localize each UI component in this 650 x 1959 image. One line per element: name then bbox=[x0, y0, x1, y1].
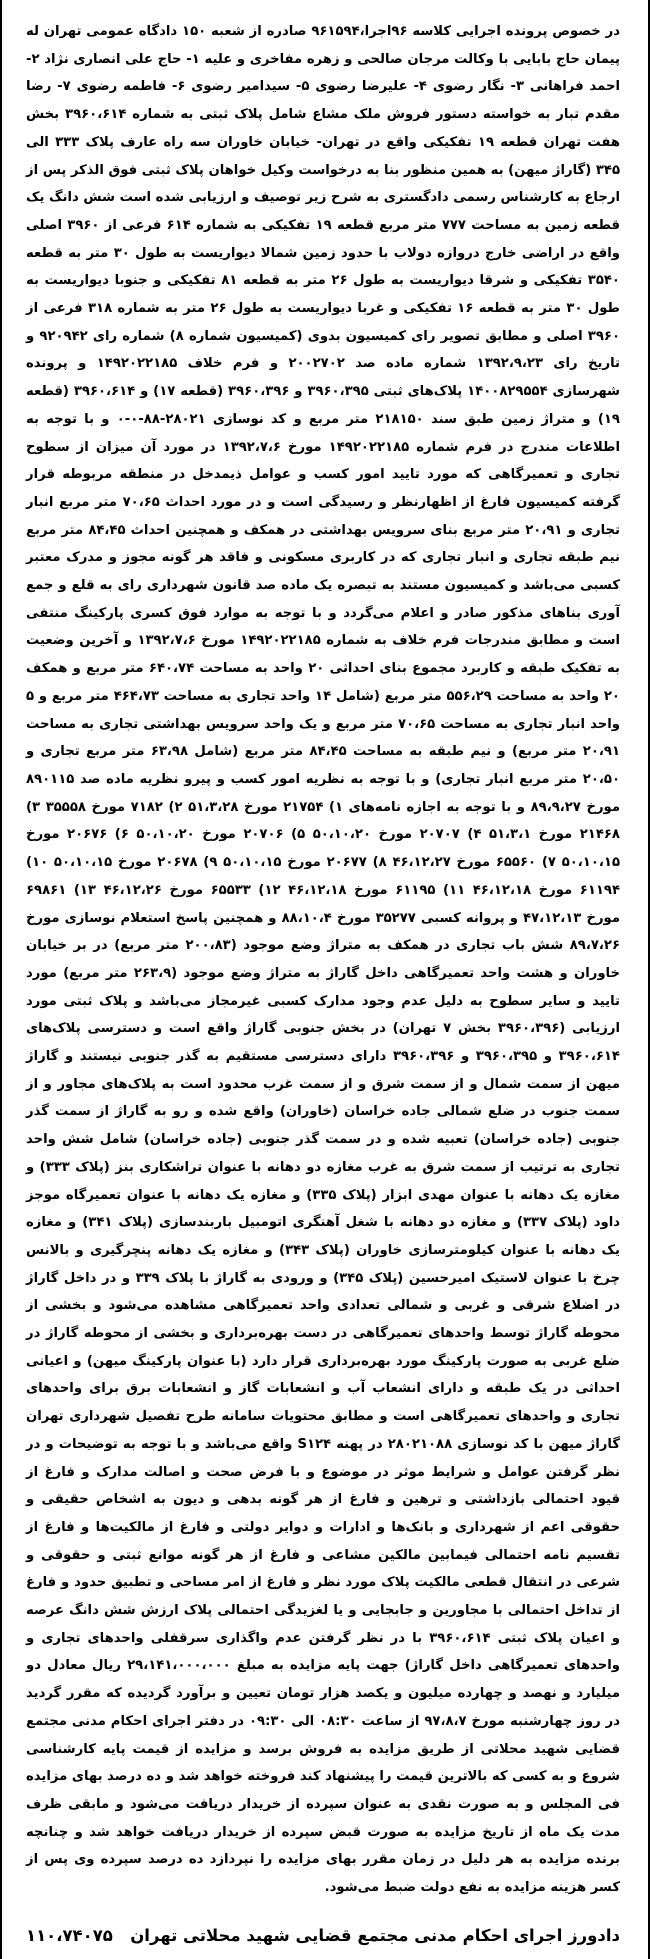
notice-body-text: در خصوص پرونده اجرایی کلاسه ۹۶اجرا،۹۶۱۵۹۴ صادره از شعبه ۱۵۰ دادگاه عمومی تهران له پیمان حاج بابایی با وکالت مرجان صالحی و زهره مفاخری و علیه ۱- حاج علی انصاری نژاد ۲- احمد فراهانی ۳- نگار رضوی ۴- علیرضا رضوی ۵- سیدامیر رضوی ۶- فاطمه رضوی ۷- رضا مقدم تبار به خواسته دستور فروش ملک مشاع شامل پلاک ثبتی به شماره ۳۹۶۰،۶۱۴ بخش هفت تهران قطعه ۱۹ تفکیکی واقع در تهران- خیابان خاوران سه راه عارف پلاک ۳۳۳ الی ۳۴۵ (گاراژ میهن) به همین منظور بنا به درخواست وکیل خواهان پلاک ثبتی فوق الذکر پس از ارجاع به کارشناس رسمی دادگستری به شرح زیر توصیف و ارزیابی شده است شش دانگ یک قطعه زمین به مساحت ۷۷۷ متر مربع قطعه ۱۹ تفکیکی به شماره ۶۱۴ فرعی از ۳۹۶۰ اصلی واقع در اراضی خارج دروازه دولاب با حدود زمین شمالا دیواریست به طول ۳۰ متر به قطعه ۳۵۴۰ تفکیکی و شرقا دیواریست به طول ۲۶ متر به قطعه ۸۱ تفکیکی و جنوبا دیواریست به طول ۳۰ متر به قطعه ۱۶ تفکیکی و غربا دیواریست به طول ۲۶ متر به شماره ۳۱۸ فرعی از ۳۹۶۰ اصلی و مطابق تصویر رای کمیسیون بدوی (کمیسیون شماره ۸) شماره رای ۹۲۰۹۴۲ و تاریخ رای ۱۳۹۲،۹،۲۳ شماره ماده صد ۲۰۰۲۷۰۲ و فرم خلاف ۱۴۹۲۰۲۲۱۸۵ و پرونده شهرسازی ۱۴۰۰۸۲۹۵۵۴ پلاک‌های ثبتی ۳۹۶۰،۳۹۵ و ۳۹۶۰،۳۹۶ (قطعه ۱۷) و ۳۹۶۰،۶۱۴ (قطعه ۱۹) و متراژ زمین طبق سند ۲۱۸۱۵۰ متر مربع و کد نوسازی ۲۸۰۲۱-۸۸-۰-۰ و با توجه به اطلاعات مندرج در فرم شماره ۱۴۹۲۰۲۲۱۸۵ مورخ ۱۳۹۲،۷،۶ در مورد آن میزان از سطوح تجاری و تعمیرگاهی که مورد تایید امور کسب و عوامل ذیمدخل در منطقه مربوطه قرار گرفته کمیسیون فارغ از اظهارنظر و رسیدگی است و در مورد احداث ۷۰،۶۵ متر مربع انبار تجاری و ۲۰،۹۱ متر مربع بنای سرویس بهداشتی در همکف و همچنین احداث ۸۴،۴۵ متر مربع نیم طبقه تجاری و انبار تجاری که در کاربری مسکونی و فاقد هر گونه مجوز و مدرک معتبر کسبی می‌باشد و کمیسیون مستند به تبصره یک ماده صد قانون شهرداری رای به قلع و جمع آوری بناهای مذکور صادر و اعلام می‌گردد و با توجه به موارد فوق کسری پارکینگ منتفی است و مطابق مندرجات فرم خلاف به شماره ۱۴۹۲۰۲۲۱۸۵ مورخ ۱۳۹۲،۷،۶ و آخرین وضعیت به تفکیک طبقه و کاربرد مجموع بنای احداثی ۲۰ واحد به مساحت ۶۴۰،۷۴ متر مربع و همکف ۲۰ واحد به مساحت ۵۵۶،۲۹ متر مربع (شامل ۱۴ واحد تجاری به مساحت ۴۶۴،۷۳ متر مربع و ۵ واحد انبار تجاری به مساحت ۷۰،۶۵ متر مربع و یک واحد سرویس بهداشتی تجاری به مساحت ۲۰،۹۱ متر مربع) و نیم طبقه به مساحت ۸۴،۴۵ متر مربع (شامل ۶۳،۹۸ متر مربع تجاری و ۲۰،۵۰ متر مربع انبار تجاری) و با توجه به نظریه امور کسب و پیرو نظریه ماده صد ۸۹۰۱۱۵ مورخ ۸۹،۹،۲۷ و با توجه به اجازه نامه‌های ۱) ۲۱۷۵۴ مورخ ۵۱،۳،۲۸ ۲) ۷۱۸۲ مورخ ۳۵۵۵۸ ۳) ۲۱۴۶۸ مورخ ۵۱،۳،۱ ۴) ۲۰۷۰۷ مورخ ۵۰،۱۰،۲۰ ۵) ۲۰۷۰۶ مورخ ۵۰،۱۰،۲۰ ۶) ۲۰۶۷۶ مورخ ۵۰،۱۰،۱۵ ۷) ۶۵۵۶۰ مورخ ۴۶،۱۲،۲۷ ۸) ۲۰۶۷۷ مورخ ۵۰،۱۰،۱۵ ۹) ۲۰۶۷۸ مورخ ۵۰،۱۰،۱۵ ۱۰) ۶۱۱۹۴ مورخ ۴۶،۱۲،۱۸ ۱۱) ۶۱۱۹۵ مورخ ۴۶،۱۲،۱۸ ۱۲) ۶۵۵۳۳ مورخ ۴۶،۱۲،۲۶ ۱۳) ۶۹۸۶۱ مورخ ۴۷،۱۲،۱۳ و پروانه کسبی ۳۵۲۷۷ مورخ ۸۸،۱۰،۴ و همچنین پاسخ استعلام نوسازی مورخ ۸۹،۷،۲۶ شش باب تجاری در همکف به متراژ وضع موجود (۲۰۰،۸۳ متر مربع) در بر خیابان خاوران و هشت واحد تعمیرگاهی داخل گاراژ به متراژ وضع موجود (۲۶۳،۹ متر مربع) مورد تایید و سایر سطوح به دلیل عدم وجود مدارک کسبی غیرمجاز می‌باشد و پلاک ثبتی مورد ارزیابی (۳۹۶۰،۳۹۶ بخش ۷ تهران) در بخش جنوبی گاراژ واقع است و دسترسی پلاک‌های ۳۹۶۰،۶۱۴ و ۳۹۶۰،۳۹۵ و ۳۹۶۰،۳۹۶ دارای دسترسی مستقیم به گذر جنوبی نیستند و گاراژ میهن از سمت شمال و از سمت شرق و از سمت غرب محدود است به پلاک‌های مجاور و از سمت جنوب در ضلع شمالی جاده خراسان (خاوران) واقع شده و رو به گاراژ از سمت گذر جنوبی (جاده خراسان) تعبیه شده و در سمت گذر جنوبی (جاده خراسان) شامل شش واحد تجاری به ترتیب از سمت شرق به غرب مغازه دو دهانه با عنوان تراشکاری بنز (پلاک ۳۳۳) و مغازه یک دهانه با عنوان مهدی ابزار (پلاک ۳۳۵) و مغازه یک دهانه با عنوان تعمیرگاه موجز داود (پلاک ۳۳۷) و مغازه دو دهانه با شغل آهنگری اتومبیل باربندسازی (پلاک ۳۴۱) و مغازه یک دهانه با عنوان کیلومترسازی خاوران (پلاک ۳۴۳) و مغازه یک دهانه پنچرگیری و بالانس چرخ با عنوان لاستیک امیرحسین (پلاک ۳۴۵) و ورودی به گاراژ با پلاک ۳۳۹ و در داخل گاراژ در اضلاع شرقی و غربی و شمالی تعدادی واحد تعمیرگاهی مشاهده می‌شود و بخشی از محوطه گاراژ توسط واحدهای تعمیرگاهی در دست بهره‌برداری و بخشی از محوطه گاراژ در ضلع غربی به صورت پارکینگ مورد بهره‌برداری قرار دارد (با عنوان پارکینگ میهن) و اعیانی احداثی در یک طبقه و دارای انشعاب آب و انشعابات گاز و انشعابات برق برای واحدهای تجاری و واحدهای تعمیرگاهی است و مطابق محتویات سامانه طرح تفصیل شهرداری تهران گاراژ میهن با کد نوسازی ۲۸۰۲۱۰۸۸ در پهنه S۱۲۴ واقع می‌باشد و با توجه به توضیحات و در نظر گرفتن عوامل و شرایط موثر در موضوع و با فرض صحت و اصالت مدارک و فارغ از قیود احتمالی بازداشتی و ترهین و فارغ از هر گونه بدهی و دیون به اشخاص حقیقی و حقوقی اعم از شهرداری و بانک‌ها و ادارات و دوایر دولتی و فارغ از مالکیت‌ها و فارغ از تقسیم نامه احتمالی فیمابین مالکین مشاعی و فارغ از هر گونه موانع ثبتی و حقوقی و شرعی در انتقال قطعی مالکیت پلاک مورد نظر و فارغ از امر مساحی و تطبیق حدود و فارغ از تداخل احتمالی با مجاورین و جابجایی و یا لغزیدگی احتمالی پلاک ارزش شش دانگ عرصه و اعیان پلاک ثبتی ۳۹۶۰،۶۱۴ با در نظر گرفتن عدم واگذاری سرقفلی واحدهای تجاری و واحدهای تعمیرگاهی داخل گاراژ) جهت پایه مزایده به مبلغ ۲۹،۱۴۱،۰۰۰،۰۰۰ ریال معادل دو میلیارد و نهصد و چهارده میلیون و یکصد هزار تومان تعیین و برآورد گردیده که مقرر گردید در روز چهارشنبه مورخ ۹۷،۸،۷ از ساعت ۰۸:۳۰ الی ۰۹:۳۰ در دفتر اجرای احکام مدنی مجتمع قضایی شهید محلاتی از طریق مزایده به فروش برسد و مزایده از قیمت پایه کارشناسی شروع و به کسی که بالاترین قیمت را پیشنهاد کند فروخته خواهد شد و ده درصد بهای مزایده فی المجلس و به صورت نقدی به عنوان سپرده از خریدار دریافت می‌شود و مابقی ظرف مدت یک ماه از تاریخ مزایده به صورت قبض سپرده از خریدار دریافت خواهد شد و چنانچه برنده مزایده به هر دلیل در زمان مقرر بهای مزایده را نپردازد ده درصد سپرده وی پس از کسر هزینه مزایده به نفع دولت ضبط می‌شود. bbox=[26, 24, 621, 1896]
notice-reference-number: ۱۱۰،۷۴۰۷۵ bbox=[26, 1926, 113, 1945]
notice-footer bbox=[26, 1926, 620, 1945]
notice-signature: دادورز اجرای احکام مدنی مجتمع قضایی شهید محلاتی تهران bbox=[130, 1926, 620, 1945]
